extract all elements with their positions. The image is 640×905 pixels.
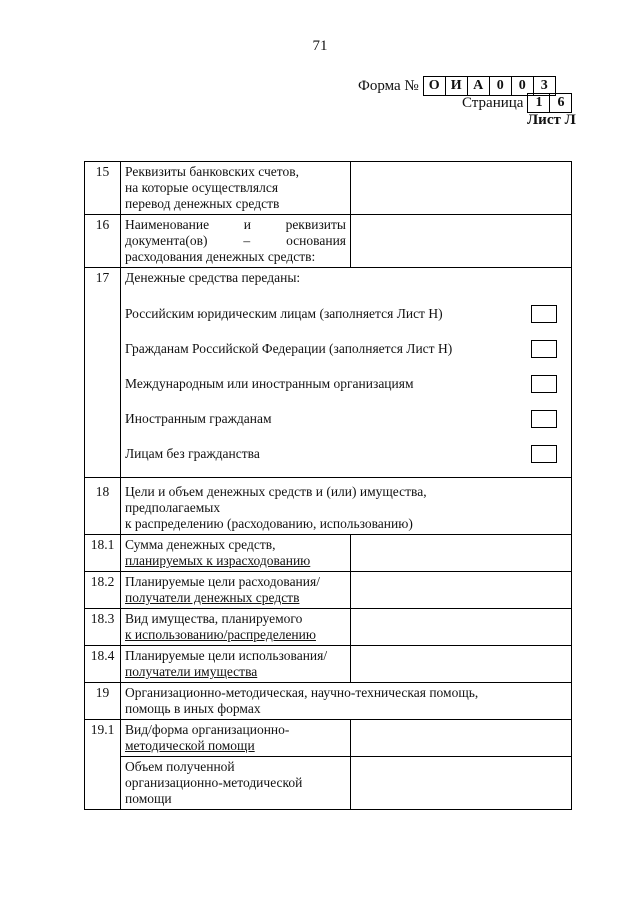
label-line: к распределению (расходованию, использованию) [125, 516, 413, 531]
row-16 [85, 215, 572, 268]
row-18 [85, 478, 572, 535]
label-line: организационно-методической [125, 775, 303, 790]
value-cell[interactable] [351, 535, 572, 572]
label-line: помощи [125, 791, 172, 806]
value-cell[interactable] [351, 757, 572, 810]
row-18-1 [85, 535, 572, 572]
sheet-label: Лист Л [527, 112, 576, 128]
label-line: Реквизиты банковских счетов, [125, 164, 300, 179]
option-russian-legal-entities [125, 296, 567, 331]
row-15 [85, 162, 572, 215]
page-number: 71 [312, 38, 328, 54]
option-label: Российским юридическим лицам (заполняется Лист Н) [125, 305, 443, 321]
option-russian-citizens [125, 331, 567, 366]
row-number: 19.1 [85, 720, 121, 810]
form-code-cell: 0 [489, 76, 512, 96]
label-line: предполагаемых [125, 500, 221, 515]
label-line: получатели денежных средств [125, 590, 300, 605]
row-number: 18.4 [85, 646, 121, 683]
label-line: получатели имущества [125, 664, 258, 679]
row-label [121, 572, 351, 609]
label-line: Объем полученной [125, 759, 235, 774]
form-code-cell: 0 [511, 76, 534, 96]
checkbox[interactable] [531, 375, 557, 393]
label-line: расходования денежных средств: [125, 249, 316, 264]
row-label [121, 609, 351, 646]
row-number: 18.2 [85, 572, 121, 609]
label-line: перевод денежных средств [125, 196, 280, 211]
row-18-3 [85, 609, 572, 646]
page-cell: 1 [527, 93, 550, 113]
row-number: 19 [85, 683, 121, 720]
option-label: Гражданам Российской Федерации (заполняется Лист Н) [125, 340, 453, 356]
label-line: Вид/форма организационно- [125, 722, 290, 737]
label-line: планируемых к израсходованию [125, 553, 311, 568]
row-19-1 [85, 720, 572, 757]
row-18-2 [85, 572, 572, 609]
row-number: 18.1 [85, 535, 121, 572]
row-number: 17 [85, 268, 121, 478]
row-17-content [121, 268, 572, 478]
label-line: документа(ов) – основания [125, 233, 346, 248]
form-table [84, 161, 572, 810]
form-number-label: Форма № [358, 77, 419, 94]
label-line: Планируемые цели расходования/ [125, 574, 320, 589]
form-code-cell: А [467, 76, 490, 96]
row-label [121, 478, 572, 535]
option-label: Международным или иностранным организациям [125, 375, 414, 391]
option-international-organizations [125, 366, 567, 401]
row-label [121, 683, 572, 720]
label-line: Сумма денежных средств, [125, 537, 276, 552]
label-line: Вид имущества, планируемого [125, 611, 303, 626]
value-cell[interactable] [351, 572, 572, 609]
row-17 [85, 268, 572, 478]
form-code-cell: 3 [533, 76, 556, 96]
row-number: 16 [85, 215, 121, 268]
row-19-1-volume [85, 757, 572, 810]
label-line: Организационно-методическая, научно-техническая помощь, [125, 685, 479, 700]
value-cell[interactable] [351, 720, 572, 757]
row-label [121, 720, 351, 757]
row-19 [85, 683, 572, 720]
row-label [121, 646, 351, 683]
row-label [121, 162, 351, 215]
option-stateless-persons [125, 436, 567, 471]
option-label: Иностранным гражданам [125, 410, 272, 426]
row-label [121, 215, 351, 268]
row-label [121, 535, 351, 572]
checkbox[interactable] [531, 340, 557, 358]
page-label: Страница [462, 94, 524, 111]
checkbox[interactable] [531, 305, 557, 323]
label-line: Цели и объем денежных средств и (или) имущества, [125, 484, 427, 499]
label-line: на которые осуществлялся [125, 180, 279, 195]
row-label [121, 757, 351, 810]
row-number: 18 [85, 478, 121, 535]
label-line: методической помощи [125, 738, 255, 753]
checkbox[interactable] [531, 410, 557, 428]
option-foreign-citizens [125, 401, 567, 436]
row-number: 18.3 [85, 609, 121, 646]
value-cell[interactable] [351, 162, 572, 215]
option-label: Лицам без гражданства [125, 445, 260, 461]
label-line: Наименование и реквизиты [125, 217, 346, 232]
label-line: к использованию/распределению [125, 627, 316, 642]
row-17-title: Денежные средства переданы: [125, 270, 301, 285]
value-cell[interactable] [351, 609, 572, 646]
page-indicator [462, 93, 572, 113]
form-code-cell: И [445, 76, 468, 96]
form-code-cell: О [423, 76, 446, 96]
label-line: Планируемые цели использования/ [125, 648, 328, 663]
checkbox[interactable] [531, 445, 557, 463]
value-cell[interactable] [351, 215, 572, 268]
row-number: 15 [85, 162, 121, 215]
page-cell: 6 [549, 93, 572, 113]
row-18-4 [85, 646, 572, 683]
label-line: помощь в иных формах [125, 701, 261, 716]
recipient-options [125, 286, 567, 475]
value-cell[interactable] [351, 646, 572, 683]
page-cells [527, 93, 572, 113]
